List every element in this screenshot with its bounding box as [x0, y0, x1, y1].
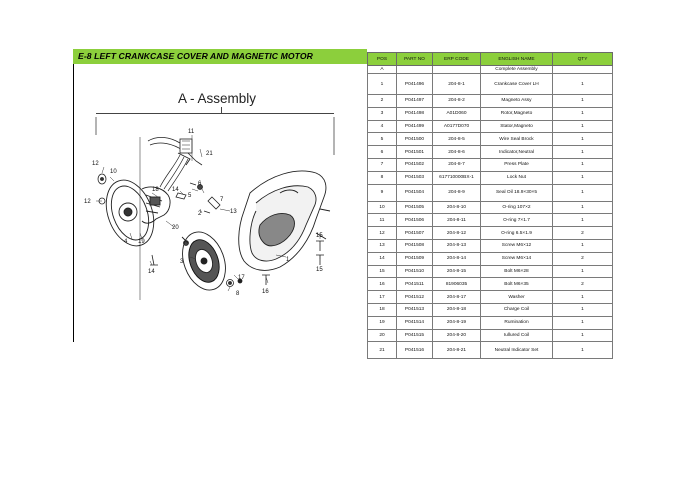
- table-row: [368, 133, 613, 146]
- english-name-cell: Bolt M6×35: [481, 278, 553, 291]
- part-no-cell: P041512: [397, 291, 433, 304]
- qty-cell: 1: [553, 171, 613, 184]
- assembly-label: A - Assembly: [178, 91, 257, 106]
- pos-cell: 11: [368, 214, 397, 227]
- callout-21: 21: [206, 151, 213, 157]
- page-left-border: [73, 64, 74, 342]
- part-no-cell: P041511: [397, 278, 433, 291]
- english-name-cell: O-ring 6.5×1.9: [481, 227, 553, 240]
- erp-code-cell: 204-8-6: [433, 146, 481, 159]
- table-row: [368, 227, 613, 240]
- erp-code-cell: [433, 66, 481, 74]
- erp-code-cell: 204-8-15: [433, 265, 481, 278]
- part-no-cell: P041514: [397, 316, 433, 329]
- english-name-cell: Wire Seal Brock: [481, 133, 553, 146]
- part-no-cell: P041504: [397, 184, 433, 201]
- callout-2: 2: [198, 211, 202, 217]
- pos-cell: 7: [368, 158, 397, 171]
- erp-code-cell: 617710000BX-1: [433, 171, 481, 184]
- part-no-cell: [397, 66, 433, 74]
- part-no-cell: P041503: [397, 171, 433, 184]
- table-row: [368, 171, 613, 184]
- pos-cell: 10: [368, 201, 397, 214]
- table-row: [368, 214, 613, 227]
- part-no-cell: P041496: [397, 74, 433, 95]
- table-row: [368, 107, 613, 120]
- pos-cell: 6: [368, 146, 397, 159]
- part-no-cell: P041502: [397, 158, 433, 171]
- callout-10: 10: [110, 169, 117, 175]
- pos-cell: 5: [368, 133, 397, 146]
- section-title: E-8 LEFT CRANKCASE COVER AND MAGNETIC MOTOR: [78, 51, 313, 61]
- english-name-cell: Lock Nut: [481, 171, 553, 184]
- qty-cell: 2: [553, 252, 613, 265]
- english-name-cell: Screw M6×14: [481, 252, 553, 265]
- part-no-cell: P041497: [397, 95, 433, 108]
- pos-cell: 14: [368, 252, 397, 265]
- qty-cell: 1: [553, 214, 613, 227]
- erp-code-cell: 204-8-5: [433, 133, 481, 146]
- table-row: [368, 201, 613, 214]
- part-no-cell: P041500: [397, 133, 433, 146]
- qty-cell: 1: [553, 120, 613, 133]
- pos-cell: 4: [368, 120, 397, 133]
- table-row: [368, 342, 613, 359]
- callout-15-bottom: 15: [316, 267, 323, 273]
- english-name-cell: O-ring 107×2: [481, 201, 553, 214]
- pos-cell: 1: [368, 74, 397, 95]
- qty-cell: 1: [553, 74, 613, 95]
- assembly-bracket-tick: [221, 107, 222, 113]
- english-name-cell: Washer: [481, 291, 553, 304]
- table-row: [368, 120, 613, 133]
- english-name-cell: Magneto Assy: [481, 95, 553, 108]
- callout-13: 13: [230, 209, 237, 215]
- qty-cell: 1: [553, 291, 613, 304]
- part-no-cell: P041513: [397, 303, 433, 316]
- pos-cell: 18: [368, 303, 397, 316]
- pos-cell: 20: [368, 329, 397, 342]
- qty-cell: 1: [553, 265, 613, 278]
- rotor-drawing: [175, 226, 233, 296]
- pos-cell: 21: [368, 342, 397, 359]
- callout-4: 4: [124, 239, 128, 245]
- erp-code-cell: 204-8-14: [433, 252, 481, 265]
- callout-12-left: 12: [84, 199, 91, 205]
- part-no-cell: P041498: [397, 107, 433, 120]
- col-header-pos: POS: [368, 53, 397, 66]
- english-name-cell: Bolt M6×28: [481, 265, 553, 278]
- erp-code-cell: 204-8-7: [433, 158, 481, 171]
- col-header-part-no: PART NO: [397, 53, 433, 66]
- english-name-cell: O-ring 7×1.7: [481, 214, 553, 227]
- table-row: [368, 146, 613, 159]
- callout-19: 19: [138, 239, 145, 245]
- pos-cell: 17: [368, 291, 397, 304]
- part-no-cell: P041516: [397, 342, 433, 359]
- erp-code-cell: 204-8-12: [433, 227, 481, 240]
- english-name-cell: Iullured Coil: [481, 329, 553, 342]
- erp-code-cell: 204-8-2: [433, 95, 481, 108]
- qty-cell: 1: [553, 201, 613, 214]
- english-name-cell: Crankcase Cover LH: [481, 74, 553, 95]
- qty-cell: 1: [553, 158, 613, 171]
- qty-cell: 1: [553, 95, 613, 108]
- erp-code-cell: 204-8-21: [433, 342, 481, 359]
- part-no-cell: P041507: [397, 227, 433, 240]
- erp-code-cell: 204-8-19: [433, 316, 481, 329]
- callout-5: 5: [188, 193, 192, 199]
- english-name-cell: Indicator,Neutral: [481, 146, 553, 159]
- callout-14-top: 14: [172, 187, 179, 193]
- stator-assembly-drawing: [98, 153, 190, 252]
- table-row: [368, 265, 613, 278]
- callout-20: 20: [172, 225, 179, 231]
- pos-cell: 2: [368, 95, 397, 108]
- erp-code-cell: A0177D070: [433, 120, 481, 133]
- part-no-cell: P041515: [397, 329, 433, 342]
- callout-3: 3: [180, 259, 184, 265]
- pos-cell: 19: [368, 316, 397, 329]
- assembly-bracket-line: [96, 113, 334, 114]
- qty-cell: 1: [553, 133, 613, 146]
- table-row: [368, 278, 613, 291]
- table-row: [368, 74, 613, 95]
- callout-11: 11: [188, 129, 195, 135]
- table-row: [368, 66, 613, 74]
- table-row: [368, 158, 613, 171]
- erp-code-cell: 204-8-10: [433, 201, 481, 214]
- pos-cell: 12: [368, 227, 397, 240]
- qty-cell: 1: [553, 184, 613, 201]
- qty-cell: 2: [553, 227, 613, 240]
- table-header-row: [368, 53, 613, 66]
- qty-cell: 1: [553, 107, 613, 120]
- exploded-parts-diagram: [80, 115, 345, 305]
- pos-cell: 8: [368, 171, 397, 184]
- part-no-cell: P041505: [397, 201, 433, 214]
- callout-15-top: 15: [316, 233, 323, 239]
- english-name-cell: Rumination: [481, 316, 553, 329]
- english-name-cell: Press Plate: [481, 158, 553, 171]
- callout-14-bottom: 14: [148, 269, 155, 275]
- erp-code-cell: 204-8-18: [433, 303, 481, 316]
- callout-12-top: 12: [92, 161, 99, 167]
- wire-harness-drawing: [148, 137, 202, 165]
- pos-cell: 9: [368, 184, 397, 201]
- qty-cell: 1: [553, 316, 613, 329]
- erp-code-cell: 204-8-13: [433, 239, 481, 252]
- erp-code-cell: 204-8-17: [433, 291, 481, 304]
- pos-cell: 3: [368, 107, 397, 120]
- table-row: [368, 239, 613, 252]
- pos-cell: 15: [368, 265, 397, 278]
- parts-table-body: [368, 66, 613, 359]
- english-name-cell: Screw M6×12: [481, 239, 553, 252]
- pos-cell: 16: [368, 278, 397, 291]
- pos-cell: A: [368, 66, 397, 74]
- english-name-cell: Stator,Magneto: [481, 120, 553, 133]
- table-row: [368, 95, 613, 108]
- english-name-cell: Seal Oil 18.9×30×5: [481, 184, 553, 201]
- erp-code-cell: A01D060: [433, 107, 481, 120]
- table-row: [368, 329, 613, 342]
- qty-cell: 2: [553, 278, 613, 291]
- crankcase-cover-drawing: [239, 171, 330, 270]
- col-header-erp-code: ERP CODE: [433, 53, 481, 66]
- callout-8: 8: [236, 291, 240, 297]
- qty-cell: 1: [553, 303, 613, 316]
- callout-16: 16: [262, 289, 269, 295]
- part-no-cell: P041499: [397, 120, 433, 133]
- col-header-qty: QTY: [553, 53, 613, 66]
- erp-code-cell: 204-8-1: [433, 74, 481, 95]
- part-no-cell: P041508: [397, 239, 433, 252]
- english-name-cell: Rotor,Magneto: [481, 107, 553, 120]
- part-no-cell: P041509: [397, 252, 433, 265]
- qty-cell: 1: [553, 342, 613, 359]
- english-name-cell: Complete Assembly: [481, 66, 553, 74]
- erp-code-cell: 204-8-11: [433, 214, 481, 227]
- table-row: [368, 316, 613, 329]
- qty-cell: 1: [553, 239, 613, 252]
- qty-cell: 1: [553, 146, 613, 159]
- parts-list-table: [367, 52, 613, 359]
- english-name-cell: Charge Coil: [481, 303, 553, 316]
- erp-code-cell: 81906035: [433, 278, 481, 291]
- callout-7: 7: [220, 197, 224, 203]
- qty-cell: [553, 66, 613, 74]
- erp-code-cell: 204-8-20: [433, 329, 481, 342]
- table-row: [368, 303, 613, 316]
- col-header-english-name: ENGLISH NAME: [481, 53, 553, 66]
- callout-18: 18: [152, 187, 159, 193]
- table-row: [368, 184, 613, 201]
- english-name-cell: Neutral Indicator Set: [481, 342, 553, 359]
- table-row: [368, 291, 613, 304]
- callout-17: 17: [238, 275, 245, 281]
- qty-cell: 1: [553, 329, 613, 342]
- callout-6: 6: [198, 181, 202, 187]
- erp-code-cell: 204-8-9: [433, 184, 481, 201]
- callout-1: 1: [286, 257, 290, 263]
- table-row: [368, 252, 613, 265]
- part-no-cell: P041510: [397, 265, 433, 278]
- pos-cell: 13: [368, 239, 397, 252]
- part-no-cell: P041501: [397, 146, 433, 159]
- part-no-cell: P041506: [397, 214, 433, 227]
